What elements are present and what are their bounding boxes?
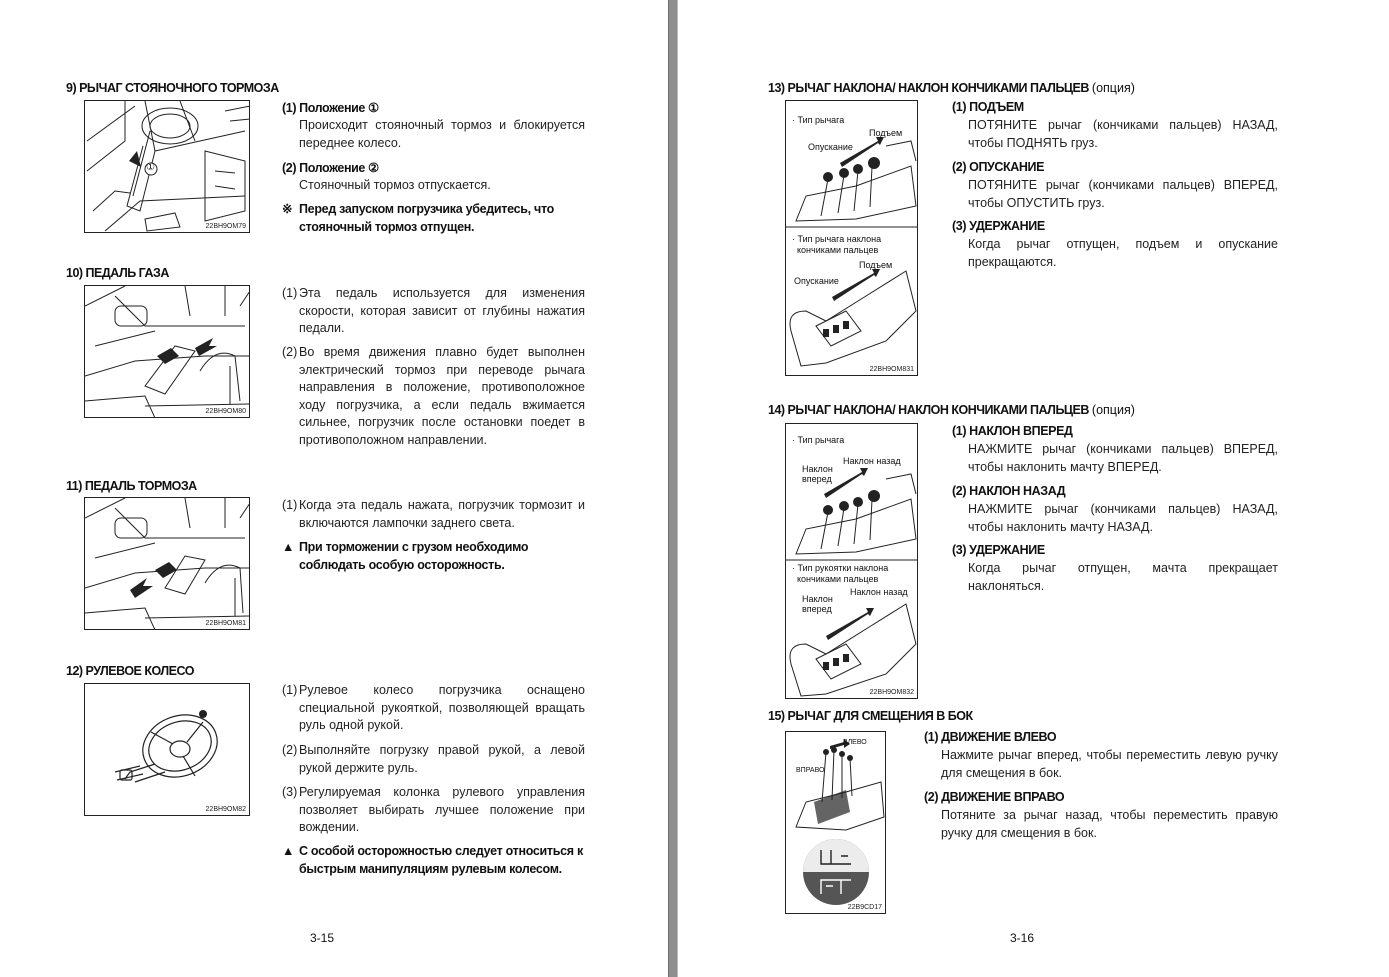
s12-item-2: (2) Выполняйте погрузку правой рукой, а левой рукой держите руль.	[282, 743, 585, 775]
s14-back-text: НАЖМИТЕ рычаг (кончиками пальцев) НАЗАД, чтобы наклонить мачту НАЗАД.	[968, 502, 1278, 534]
s14-bottom-back-label: Наклон назад	[850, 587, 908, 597]
lift-lever-drawing	[786, 101, 918, 376]
steering-wheel-illustration	[84, 683, 250, 816]
figure-code: 22BH9OM81	[205, 620, 246, 627]
tilt-lever-illustration	[785, 423, 918, 699]
figure-code: 22BH9OM832	[869, 689, 914, 696]
parking-brake-illustration	[84, 100, 250, 233]
s13-lower-text: ПОТЯНИТЕ рычаг (кончиками пальцев) ВПЕРЕД, чтобы ОПУСТИТЬ груз.	[968, 178, 1278, 210]
section-10-title: 10) ПЕДАЛЬ ГАЗА	[66, 266, 169, 280]
s13-top-type-label: · Тип рычага	[792, 115, 845, 125]
s14-top-back-label: Наклон назад	[843, 456, 901, 466]
s13-hold-heading: (3) УДЕРЖАНИЕ	[952, 219, 1045, 233]
page-number: 3-16	[1010, 931, 1035, 945]
section-13-title: 13) РЫЧАГ НАКЛОНА/ НАКЛОН КОНЧИКАМИ ПАЛЬЦЕВ (опция)	[768, 81, 1135, 95]
s15-left-label: ВЛЕВО	[843, 739, 867, 746]
side-shift-lever-drawing	[786, 732, 886, 914]
s14-top-fwd-label-2: вперед	[802, 474, 832, 484]
left-page	[0, 0, 668, 977]
s11-item-1: (1) Когда эта педаль нажата, погрузчик тормозит и включаются лампочки заднего света.	[282, 498, 585, 530]
section-15-title: 15) РЫЧАГ ДЛЯ СМЕЩЕНИЯ В БОК	[768, 709, 973, 723]
s13-lift-heading: (1) ПОДЪЕМ	[952, 100, 1024, 114]
figure-code: 22BH9OM82	[205, 806, 246, 813]
figure-code: 22BH9OM80	[205, 408, 246, 415]
s14-forward-text: НАЖМИТЕ рычаг (кончиками пальцев) ВПЕРЕД, чтобы наклонить мачту ВПЕРЕД.	[968, 442, 1278, 474]
s14-top-fwd-label-1: Наклон	[802, 464, 833, 474]
position-marker: ①	[146, 162, 155, 173]
warning-icon: ▲	[282, 844, 295, 858]
s9-note: ※ Перед запуском погрузчика убедитесь, что стояночный тормоз отпущен.	[282, 202, 554, 234]
s13-bottom-up-label: Подъем	[859, 260, 893, 270]
s15-left-heading: (1) ДВИЖЕНИЕ ВЛЕВО	[924, 730, 1057, 744]
s13-bottom-type-label-2: кончиками пальцев	[797, 245, 879, 255]
s14-hold-heading: (3) УДЕРЖАНИЕ	[952, 543, 1045, 557]
right-page	[678, 0, 1389, 977]
note-icon: ※	[282, 202, 293, 216]
side-shift-lever-illustration	[785, 731, 886, 914]
s13-top-down-label: Опускание	[808, 142, 853, 152]
accelerator-pedal-illustration	[84, 285, 250, 418]
s12-warning: ▲ С особой осторожностью следует относиться к быстрым манипуляциям рулевым колесом.	[282, 844, 583, 876]
page-number: 3-15	[310, 931, 335, 945]
s13-bottom-down-label: Опускание	[794, 276, 839, 286]
s15-left-text: Нажмите рычаг вперед, чтобы переместить левую ручку для смещения в бок.	[941, 748, 1278, 780]
s15-right-text: Потяните за рычаг назад, чтобы переместить правую ручку для смещения в бок.	[941, 808, 1278, 840]
tilt-lever-drawing	[786, 424, 918, 699]
accelerator-pedal-drawing	[85, 286, 250, 418]
s14-bottom-fwd-label-2: вперед	[802, 604, 832, 614]
s13-bottom-type-label-1: · Тип рычага наклона	[792, 234, 882, 244]
page-gutter	[668, 0, 678, 977]
s14-bottom-type-label-2: кончиками пальцев	[797, 574, 879, 584]
section-9-title: 9) РЫЧАГ СТОЯНОЧНОГО ТОРМОЗА	[66, 81, 279, 95]
figure-code: 22BH9OM831	[869, 366, 914, 373]
s13-top-up-label: Подъем	[869, 128, 903, 138]
s12-item-3: (3) Регулируемая колонка рулевого управления позволяет выбирать лучшее положение при вождении.	[282, 785, 585, 834]
s15-right-heading: (2) ДВИЖЕНИЕ ВПРАВО	[924, 790, 1065, 804]
s14-bottom-type-label-1: · Тип рукоятки наклона	[792, 563, 889, 573]
s14-back-heading: (2) НАКЛОН НАЗАД	[952, 484, 1066, 498]
warning-icon: ▲	[282, 540, 295, 554]
section-14-title: 14) РЫЧАГ НАКЛОНА/ НАКЛОН КОНЧИКАМИ ПАЛЬЦЕВ (опция)	[768, 403, 1135, 417]
section-11-title: 11) ПЕДАЛЬ ТОРМОЗА	[66, 479, 197, 493]
brake-pedal-drawing	[85, 498, 250, 630]
s9-position-2-heading: (2) Положение ②	[282, 161, 379, 175]
figure-code: 22BH9OM79	[205, 223, 246, 230]
parking-brake-drawing	[85, 101, 250, 233]
s9-position-2-text: Стояночный тормоз отпускается.	[299, 178, 491, 192]
s14-top-type-label: · Тип рычага	[792, 435, 845, 445]
s14-bottom-fwd-label-1: Наклон	[802, 594, 833, 604]
s13-lower-heading: (2) ОПУСКАНИЕ	[952, 160, 1045, 174]
s12-item-1: (1) Рулевое колесо погрузчика оснащено специальной рукояткой, позволяющей вращать руль одной рукой.	[282, 683, 585, 732]
s9-position-1-heading: (1) Положение ①	[282, 101, 379, 115]
s10-item-2: (2) Во время движения плавно будет выполнен электрический тормоз при переводе рычага направления в положение, противоположное ходу погрузчика, а если педаль вжимается сильнее, погрузчик после остановки поедет в противоположном направлении.	[282, 345, 585, 447]
s15-right-label: ВПРАВО	[796, 767, 825, 774]
s14-forward-heading: (1) НАКЛОН ВПЕРЕД	[952, 424, 1073, 438]
s13-hold-text: Когда рычаг отпущен, подъем и опускание прекращаются.	[968, 237, 1278, 269]
s14-hold-text: Когда рычаг отпущен, мачта прекращает наклоняться.	[968, 561, 1278, 593]
brake-pedal-illustration	[84, 497, 250, 630]
s11-warning: ▲ При торможении с грузом необходимо соблюдать особую осторожность.	[282, 540, 529, 572]
s13-lift-text: ПОТЯНИТЕ рычаг (кончиками пальцев) НАЗАД, чтобы ПОДНЯТЬ груз.	[968, 118, 1278, 150]
figure-code: 22B9CD17	[847, 904, 882, 911]
lift-lever-illustration	[785, 100, 918, 376]
s9-position-1-text: Происходит стояночный тормоз и блокируется переднее колесо.	[299, 118, 585, 150]
steering-wheel-drawing	[85, 684, 250, 816]
s10-item-1: (1) Эта педаль используется для изменения скорости, которая зависит от глубины нажатия педали.	[282, 286, 585, 335]
section-12-title: 12) РУЛЕВОЕ КОЛЕСО	[66, 664, 194, 678]
